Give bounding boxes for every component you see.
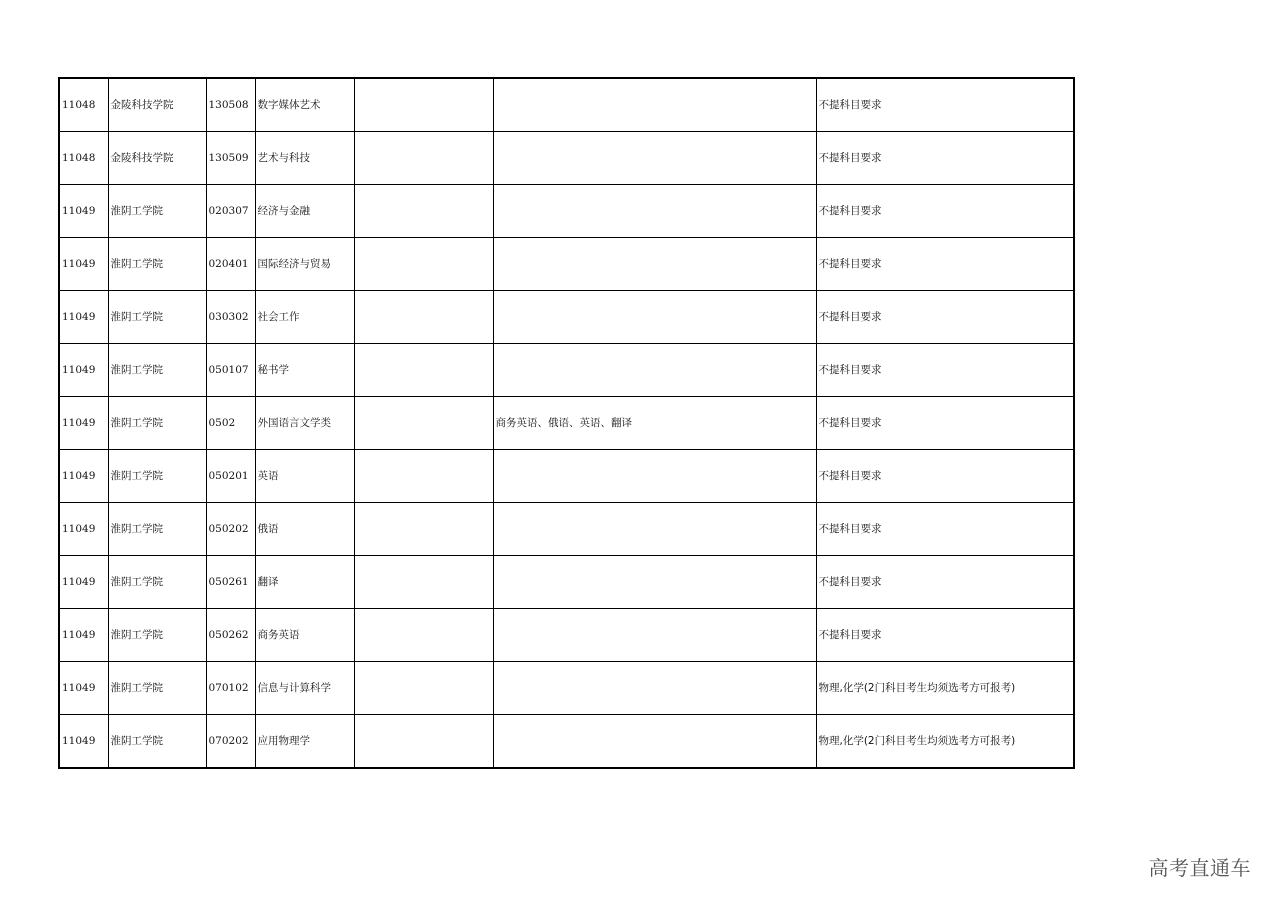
major-name-cell: 艺术与科技 [255, 132, 354, 185]
empty-cell [354, 556, 493, 609]
school-code-cell: 11049 [59, 344, 108, 397]
school-code-cell: 11049 [59, 185, 108, 238]
major-name-cell: 国际经济与贸易 [255, 238, 354, 291]
included-majors-cell [493, 450, 816, 503]
empty-cell [354, 132, 493, 185]
empty-cell [354, 450, 493, 503]
empty-cell [354, 291, 493, 344]
subject-requirement-cell: 不提科目要求 [816, 397, 1074, 450]
empty-cell [354, 344, 493, 397]
major-name-cell: 俄语 [255, 503, 354, 556]
school-name-cell: 淮阴工学院 [108, 450, 206, 503]
table-row [59, 609, 1074, 662]
included-majors-cell [493, 291, 816, 344]
subject-requirement-cell: 不提科目要求 [816, 450, 1074, 503]
empty-cell [354, 662, 493, 715]
empty-cell [354, 609, 493, 662]
school-name-cell: 淮阴工学院 [108, 238, 206, 291]
table-row [59, 556, 1074, 609]
table-body [59, 78, 1074, 768]
school-name-cell: 淮阴工学院 [108, 185, 206, 238]
school-name-cell: 淮阴工学院 [108, 715, 206, 769]
major-name-cell: 数字媒体艺术 [255, 78, 354, 132]
table-row [59, 715, 1074, 769]
major-name-cell: 信息与计算科学 [255, 662, 354, 715]
subject-requirement-cell: 不提科目要求 [816, 556, 1074, 609]
school-code-cell: 11049 [59, 450, 108, 503]
subject-requirement-cell: 不提科目要求 [816, 344, 1074, 397]
included-majors-cell [493, 238, 816, 291]
major-code-cell: 130508 [206, 78, 255, 132]
included-majors-cell [493, 715, 816, 769]
table-row [59, 291, 1074, 344]
school-name-cell: 淮阴工学院 [108, 503, 206, 556]
major-code-cell: 050262 [206, 609, 255, 662]
school-code-cell: 11048 [59, 132, 108, 185]
major-code-cell: 050202 [206, 503, 255, 556]
empty-cell [354, 78, 493, 132]
school-code-cell: 11049 [59, 715, 108, 769]
included-majors-cell [493, 132, 816, 185]
school-name-cell: 淮阴工学院 [108, 556, 206, 609]
school-code-cell: 11048 [59, 78, 108, 132]
major-name-cell: 秘书学 [255, 344, 354, 397]
major-code-cell: 070102 [206, 662, 255, 715]
school-name-cell: 金陵科技学院 [108, 78, 206, 132]
subject-requirement-cell: 物理,化学(2门科目考生均须选考方可报考) [816, 715, 1074, 769]
major-name-cell: 翻译 [255, 556, 354, 609]
school-code-cell: 11049 [59, 662, 108, 715]
school-code-cell: 11049 [59, 291, 108, 344]
school-name-cell: 淮阴工学院 [108, 291, 206, 344]
table-row [59, 344, 1074, 397]
major-name-cell: 商务英语 [255, 609, 354, 662]
included-majors-cell [493, 185, 816, 238]
school-name-cell: 淮阴工学院 [108, 609, 206, 662]
subject-requirement-cell: 不提科目要求 [816, 132, 1074, 185]
included-majors-cell [493, 78, 816, 132]
table-row [59, 662, 1074, 715]
school-code-cell: 11049 [59, 609, 108, 662]
school-name-cell: 淮阴工学院 [108, 662, 206, 715]
school-name-cell: 淮阴工学院 [108, 344, 206, 397]
included-majors-cell [493, 344, 816, 397]
major-name-cell: 外国语言文学类 [255, 397, 354, 450]
major-code-cell: 0502 [206, 397, 255, 450]
school-name-cell: 淮阴工学院 [108, 397, 206, 450]
major-name-cell: 经济与金融 [255, 185, 354, 238]
table-row [59, 78, 1074, 132]
included-majors-cell [493, 662, 816, 715]
subject-requirement-cell: 不提科目要求 [816, 185, 1074, 238]
empty-cell [354, 238, 493, 291]
table-row [59, 503, 1074, 556]
subject-requirement-cell: 不提科目要求 [816, 238, 1074, 291]
major-code-cell: 050107 [206, 344, 255, 397]
empty-cell [354, 397, 493, 450]
major-code-cell: 020401 [206, 238, 255, 291]
included-majors-cell: 商务英语、俄语、英语、翻译 [493, 397, 816, 450]
subject-requirement-cell: 不提科目要求 [816, 503, 1074, 556]
included-majors-cell [493, 503, 816, 556]
school-code-cell: 11049 [59, 397, 108, 450]
empty-cell [354, 503, 493, 556]
school-code-cell: 11049 [59, 238, 108, 291]
school-name-cell: 金陵科技学院 [108, 132, 206, 185]
table-row [59, 397, 1074, 450]
table-row [59, 238, 1074, 291]
major-code-cell: 050201 [206, 450, 255, 503]
table-row [59, 185, 1074, 238]
subject-requirement-cell: 不提科目要求 [816, 609, 1074, 662]
included-majors-cell [493, 556, 816, 609]
school-code-cell: 11049 [59, 556, 108, 609]
subject-requirement-cell: 不提科目要求 [816, 78, 1074, 132]
major-name-cell: 社会工作 [255, 291, 354, 344]
included-majors-cell [493, 609, 816, 662]
empty-cell [354, 715, 493, 769]
major-code-cell: 070202 [206, 715, 255, 769]
major-requirements-table [58, 77, 1075, 769]
subject-requirement-cell: 不提科目要求 [816, 291, 1074, 344]
empty-cell [354, 185, 493, 238]
school-code-cell: 11049 [59, 503, 108, 556]
major-name-cell: 应用物理学 [255, 715, 354, 769]
table-row [59, 132, 1074, 185]
table-row [59, 450, 1074, 503]
major-name-cell: 英语 [255, 450, 354, 503]
major-code-cell: 050261 [206, 556, 255, 609]
subject-requirement-cell: 物理,化学(2门科目考生均须选考方可报考) [816, 662, 1074, 715]
watermark-text: 高考直通车 [1148, 856, 1251, 880]
major-code-cell: 020307 [206, 185, 255, 238]
major-code-cell: 130509 [206, 132, 255, 185]
major-code-cell: 030302 [206, 291, 255, 344]
